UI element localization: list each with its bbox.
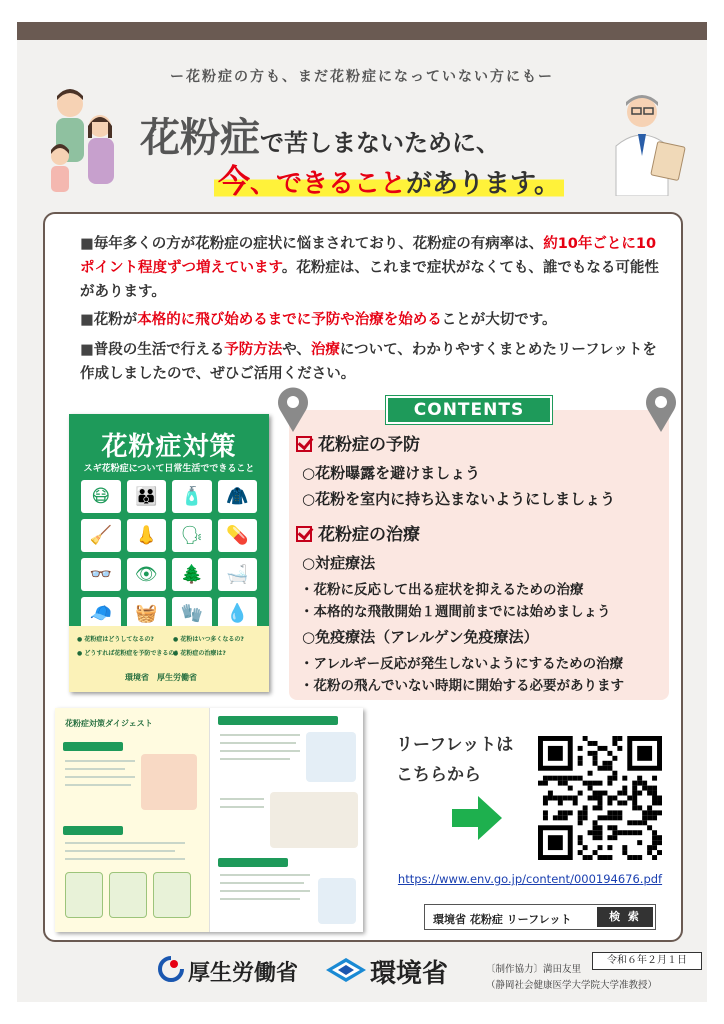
env-name: 環境省 [370, 959, 449, 989]
leaflet-cover-image[interactable] [69, 414, 269, 692]
mhlw-logo-icon [158, 956, 184, 982]
leaflet-title: 花粉症対策 [101, 432, 237, 462]
leaflet-logos: 環境省 厚生労働省 [125, 673, 197, 682]
contents-sub-immuno-2: ・花粉の飛んでいない時期に開始する必要があります [300, 678, 624, 694]
header-subtitle: ー花粉症の方も、まだ花粉症になっていない方にもー [170, 69, 554, 85]
leaflet-icon-15: 💧 [218, 597, 258, 630]
contents-heading-prevention: 花粉症の予防 [296, 430, 420, 455]
checkbox-icon [296, 526, 312, 542]
leaflet-icon-0: 😷 [81, 480, 121, 513]
credit-line2: （静岡社会健康医学大学院大学准教授） [486, 980, 658, 991]
map-pin-icon-right [644, 386, 678, 432]
leaflet-icon-7: 💊 [218, 519, 258, 552]
map-pin-icon-left [276, 386, 310, 432]
main-title [140, 106, 500, 163]
intro-paragraph-2: ■花粉が本格的に飛び始めるまでに予防や治療を始めることが大切です。 [80, 312, 557, 328]
leaflet-icon-13: 🧺 [127, 597, 167, 630]
title-dekirukoto: 、できること [250, 169, 407, 199]
contents-item-immunotherapy: ○免疫療法（アレルゲン免疫療法） [302, 628, 539, 646]
leaflet-icon-8: 👓 [81, 558, 121, 591]
leaflet-icon-4: 🧹 [81, 519, 121, 552]
doctor-illustration [608, 86, 690, 196]
leaflet-icon-3: 🧥 [218, 480, 258, 513]
credit [486, 962, 657, 994]
env-logo-icon [326, 958, 366, 982]
contents-sub-immuno-1: ・アレルギー反応が発生しないようにするための治療 [300, 656, 624, 672]
leaflet-url-link[interactable]: https://www.env.go.jp/content/000194676.pdf [397, 872, 663, 886]
leaflet-footer [69, 626, 269, 692]
title-rest: で苦しまないために、 [260, 129, 500, 157]
checkbox-icon [296, 436, 312, 452]
contents-sub-symptomatic-1: ・花粉に反応して出る症状を抑えるための治療 [300, 582, 584, 598]
issue-date: 令和６年２月１日 [592, 952, 702, 970]
right-arrow-icon [452, 796, 502, 840]
leaflet-q1: ● 花粉症はどうしてなるの? [77, 636, 154, 643]
mhlw-name: 厚生労働省 [188, 961, 299, 986]
contents-tab: CONTENTS [386, 396, 552, 424]
leaflet-q2: ● 花粉はいつ多くなるの? [173, 636, 244, 643]
leaflet-icon-grid [81, 480, 257, 630]
leaflet-icon-1: 👪 [127, 480, 167, 513]
leaflet-link-label [396, 730, 513, 790]
search-text: 環境省 花粉症 リーフレット [433, 913, 572, 926]
credit-line1: 〔制作協力〕満田友里 [486, 964, 582, 975]
qr-code[interactable] [538, 736, 662, 860]
leaflet-icon-14: 🧤 [172, 597, 212, 630]
top-bar [17, 22, 707, 40]
digest-title: 花粉症対策ダイジェスト [65, 719, 153, 728]
leaflet-icon-5: 👃 [127, 519, 167, 552]
title-arimasu: があります。 [406, 169, 560, 199]
leaflet-subtitle: スギ花粉症について日常生活でできること [83, 464, 255, 474]
search-box[interactable] [424, 904, 656, 930]
contents-item-symptomatic: ○対症療法 [302, 554, 376, 572]
leaflet-icon-12: 🧢 [81, 597, 121, 630]
leaflet-icon-10: 🌲 [172, 558, 212, 591]
digest-left-page [55, 708, 209, 932]
leaflet-icon-9: 👁 [127, 558, 167, 591]
leaflet-icon-2: 🧴 [172, 480, 212, 513]
leaflet-icon-6: 🗣 [172, 519, 212, 552]
leaflet-label-line2: こちらから [396, 765, 481, 785]
intro-paragraph-3: ■普段の生活で行える予防方法や、治療について、わかりやすくまとめたリーフレットを作成しましたので、ぜひご活用ください。 [80, 342, 657, 382]
digest-right-page [209, 708, 363, 932]
leaflet-label-line1: リーフレットは [396, 735, 514, 755]
digest-leaflet-image[interactable] [55, 708, 363, 932]
search-button[interactable]: 検 索 [597, 907, 653, 927]
contents-item-indoor: ○花粉を室内に持ち込まないようにしましょう [302, 490, 616, 508]
intro-paragraph-1: ■毎年多くの方が花粉症の症状に悩まされており、花粉症の有病率は、約10年ごとに10ポイント程度ずつ増えています。花粉症は、これまで症状がなくても、誰でもなる可能性があります。 [80, 236, 659, 300]
contents-item-avoid-exposure: ○花粉曝露を避けましょう [302, 464, 481, 482]
leaflet-icon-11: 🛁 [218, 558, 258, 591]
contents-sub-symptomatic-2: ・本格的な飛散開始１週間前までには始めましょう [300, 604, 611, 620]
main-title-line2 [214, 156, 564, 200]
title-ima: 今 [218, 162, 251, 200]
family-illustration [42, 82, 124, 198]
contents-heading-treatment: 花粉症の治療 [296, 520, 420, 545]
leaflet-q3: ● どうすれば花粉症を予防できるの? [77, 650, 178, 657]
title-kafunsho: 花粉症 [140, 115, 260, 161]
leaflet-q4: ● 花粉症の治療は? [173, 650, 226, 657]
